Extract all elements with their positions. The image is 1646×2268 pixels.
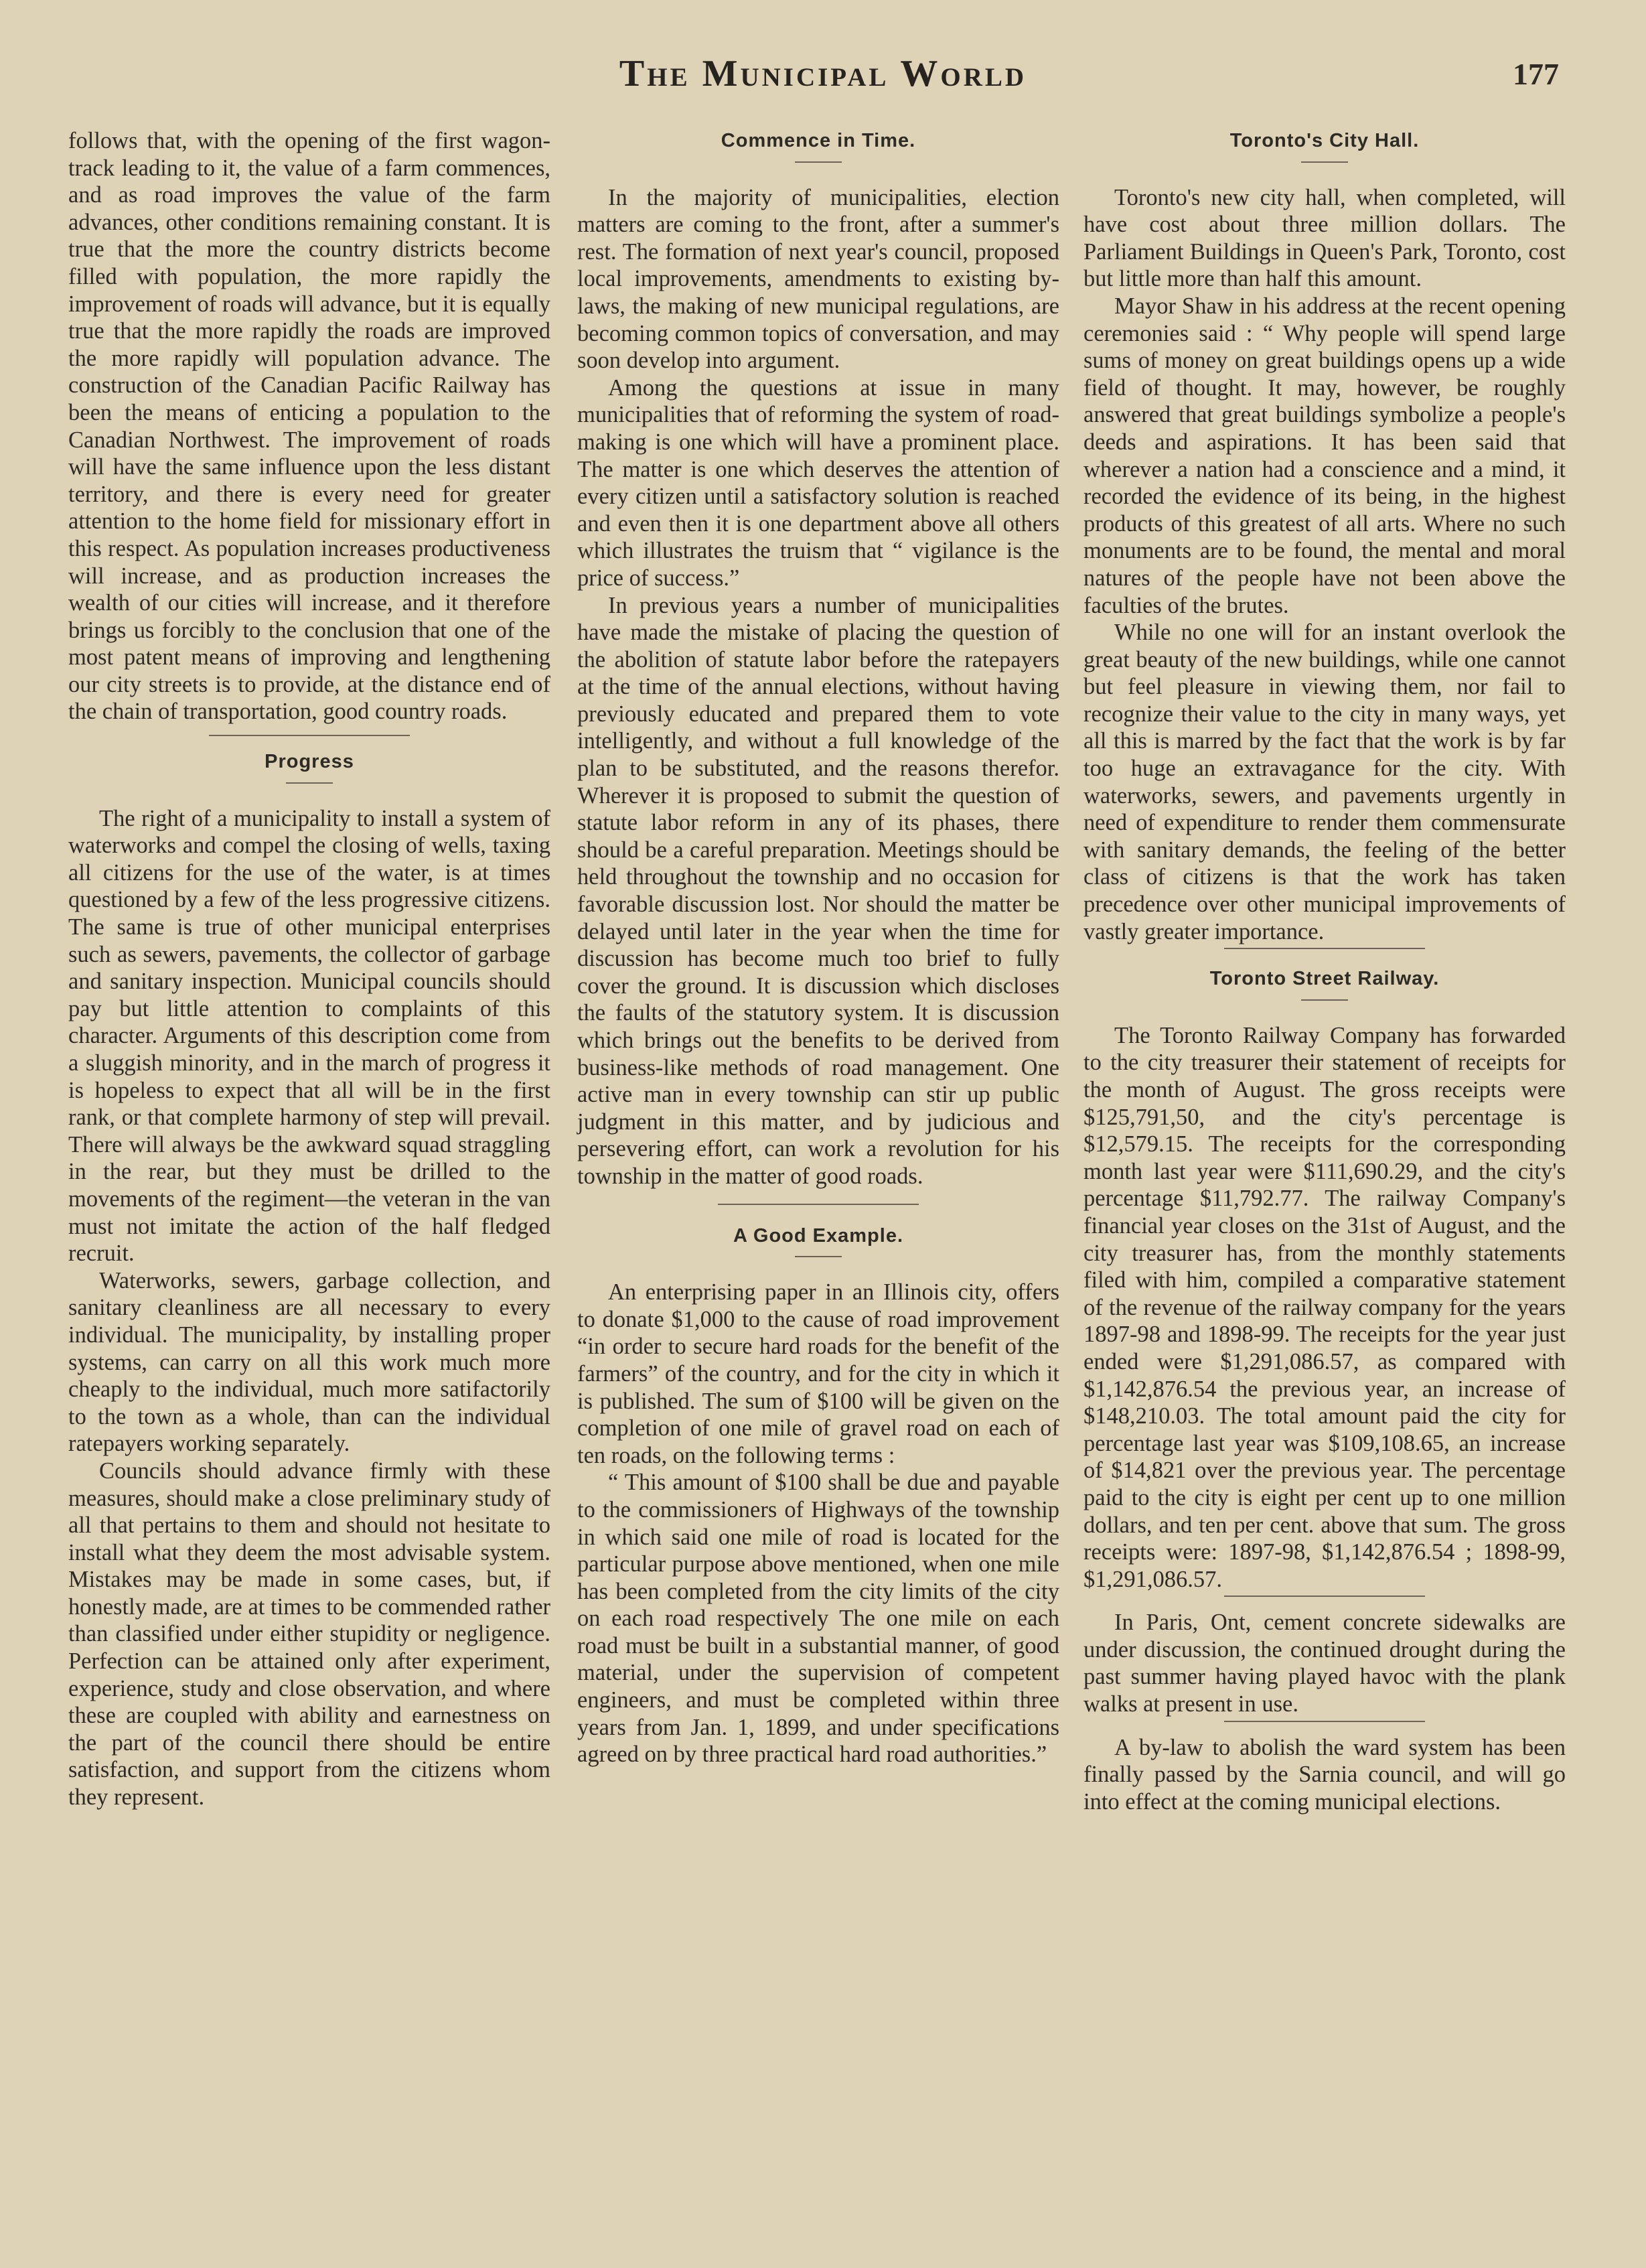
section-divider (1224, 1596, 1425, 1597)
heading-rule (286, 782, 333, 784)
paragraph: The Toronto Railway Company has forwarded to the city treasurer their statement of receipts for the month of August. The gross receipts were $125,791,50, and the city's percentage is $12,579.15. The receipts for the corresponding month last year were $111,690.29, and the city's percentage $11,792.77. The railway Company's financial year closes on the 31st of August, and the city treasurer has, from the monthly statements filed with him, compiled a comparative statement of the revenue of the railway company for the years 1897-98 and 1898-99. The receipts for the year just ended were $1,291,086.57, as compared with $1,142,876.54 the previous year, an increase of $148,210.03. The total amount paid the city for percentage last year was $109,108.65, an increase of $14,821 over the previous year. The percentage paid to the city is eight per cent up to one million dollars, and ten per cent. above that sum. The gross receipts were: 1897-98, $1,142,876.54 ; 1898-99, $1,291,086.57. (1083, 1022, 1566, 1592)
paragraph: The right of a municipality to install a system of waterworks and compel the closing of wells, taxing all citizens for the use of the water, is at times questioned by a few of the less progressive citizens. The same is true of other municipal enterprises such as sewers, pavements, the collector of garbage and sanitary inspection. Municipal councils should pay but little attention to complaints of this character. Arguments of this description come from a sluggish minority, and in the march of progress it is hopeless to expect that all will be in the first rank, or that complete harmony of step will prevail. There will always be the awkward squad straggling in the rear, but they must be drilled to the movements of the regiment—the veteran in the van must not imitate the action of the half fledged recruit. (68, 805, 550, 1267)
heading-rule (1301, 999, 1348, 1001)
section-divider (1224, 1721, 1425, 1722)
publication-title: The Municipal World (619, 53, 1027, 94)
page-number: 177 (1513, 57, 1559, 91)
column-right (1083, 127, 1566, 1815)
section-divider (1224, 948, 1425, 949)
paragraph: An enterprising paper in an Illinois city, offers to donate $1,000 to the cause of road improvement “in order to secure hard roads for the benefit of the farmers” of the country, and for the city in which it is published. The sum of $100 will be given on the completion of one mile of gravel road on each of ten roads, on the following terms : (577, 1279, 1059, 1468)
paragraph: A by-law to abolish the ward system has been finally passed by the Sarnia council, and will go into effect at the coming municipal elections. (1083, 1734, 1566, 1815)
heading-rule (1301, 161, 1348, 163)
paragraph: While no one will for an instant overlook the great beauty of the new buildings, while one cannot but feel pleasure in viewing them, nor fail to recognize their value to the city in many ways, yet all this is marred by the fact that the work is by far too huge an extravagance for the city. With waterworks, sewers, and pavements urgently in need of expenditure to render them commensurate with sanitary demands, the feeling of the better class of citizens is that the work has taken precedence over other municipal improvements of vastly greater importance. (1083, 620, 1566, 944)
paragraph: Councils should advance firmly with these measures, should make a close preliminary study of all that pertains to them and should not hesitate to install what they deem the most advisable system. Mistakes may be made in some cases, but, if honestly made, are at times to be commended rather than classified under either stupidity or negligence. Perfection can be attained only after experiment, experience, study and close observation, and where these are coupled with ability and earnestness on the part of the council there should be entire satisfaction, and support from the citizens whom they represent. (68, 1458, 550, 1811)
column-left (68, 127, 550, 1811)
section-heading-progress: Progress (265, 751, 354, 773)
paragraph: follows that, with the opening of the first wagon-track leading to it, the value of a farm commences, and as road improves the value of the farm advances, other conditions remaining constant. It is true that the more the country districts become filled with population, the more rapidly the improvement of roads will advance, but it is equally true that the more rapidly the roads are improved the more rapidly will population advance. The construction of the Canadian Pacific Railway has been the means of enticing a population to the Canadian Northwest. The improvement of roads will have the same influence upon the less distant territory, and there is every need for greater attention to the home field for missionary effort in this respect. As population increases productiveness will increase, and as production increases the wealth of our cities will increase, and it therefore brings us forcibly to the conclusion that one of the most patent means of improving and lengthening our city streets is to provide, at the distance end of the chain of transportation, good country roads. (68, 128, 550, 725)
section-divider (209, 735, 410, 736)
paragraph: In the majority of municipalities, election matters are coming to the front, after a summer's rest. The formation of next year's council, proposed local improvements, amendments to existing by-laws, the making of new municipal regulations, are becoming common topics of conversation, and may soon develop into argument. (577, 184, 1059, 374)
paragraph: Among the questions at issue in many municipalities that of reforming the system of road-making is one which will have a prominent place. The matter is one which deserves the attention of every citizen until a satisfactory solution is reached and even then it is one department above all others which illustrates the truism that “ vigilance is the price of success.” (577, 374, 1059, 591)
paragraph: In Paris, Ont, cement concrete sidewalks are under discussion, the continued drought during the past summer having played havoc with the plank walks at present in use. (1083, 1610, 1566, 1717)
paragraph: Toronto's new city hall, when completed, will have cost about three million dollars. The Parliament Buildings in Queen's Park, Toronto, cost but little more than half this amount. (1083, 184, 1566, 292)
heading-rule (795, 1256, 842, 1257)
section-heading-a-good-example: A Good Example. (733, 1224, 904, 1247)
column-middle (577, 127, 1059, 1768)
paragraph: Waterworks, sewers, garbage collection, and sanitary cleanliness are all necessary to every individual. The municipality, by installing proper systems, can carry on all this work much more cheaply to the individual, much more satifactorily to the town as a whole, than can the individual ratepayers working separately. (68, 1267, 550, 1457)
heading-rule (795, 161, 842, 163)
masthead (0, 52, 1646, 99)
section-divider (718, 1204, 919, 1205)
paragraph: Mayor Shaw in his address at the recent opening ceremonies said : “ Why people will spend large sums of money on great buildings opens up a wide field of thought. It may, however, be roughly answered that great buildings symbolize a people's deeds and aspirations. It has been said that wherever a nation had a conscience and a mind, it recorded the evidence of its being, in the highest products of this greatest of all arts. Where no such monuments are to be found, the mental and moral natures of the people have not been above the faculties of the brutes. (1083, 293, 1566, 618)
paragraph: “ This amount of $100 shall be due and payable to the commissioners of Highways of the township in which said one mile of road is located for the particular purpose above mentioned, when one mile has been completed from the city limits of the city on each road respectively The one mile on each road must be built in a substantial manner, of good material, under the supervision of competent engineers, and must be completed within three years from Jan. 1, 1899, and under specifications agreed on by three practical hard road authorities.” (577, 1470, 1059, 1768)
section-heading-commence-in-time: Commence in Time. (721, 130, 916, 151)
section-heading-street-railway: Toronto Street Railway. (1209, 968, 1440, 990)
section-heading-city-hall: Toronto's City Hall. (1229, 130, 1420, 151)
paragraph: In previous years a number of municipalities have made the mistake of placing the question of the abolition of statute labor before the ratepayers at the time of the annual elections, without having previously educated and prepared them to vote intelligently, and without a full knowledge of the plan to be substituted, and the reasons therefor. Wherever it is proposed to submit the question of statute labor reform in any of its phases, there should be a careful preparation. Meetings should be held throughout the township and no occasion for favorable discussion lost. Nor should the matter be delayed until later in the year when the time for discussion has become much too brief to fully cover the ground. It is discussion which discloses the faults of the statutory system. It is discussion which brings out the benefits to be derived from business-like methods of road management. One active man in every township can stir up public judgment in this matter, and by judicious and persevering effort, can work a revolution for his township in the matter of good roads. (577, 592, 1059, 1189)
